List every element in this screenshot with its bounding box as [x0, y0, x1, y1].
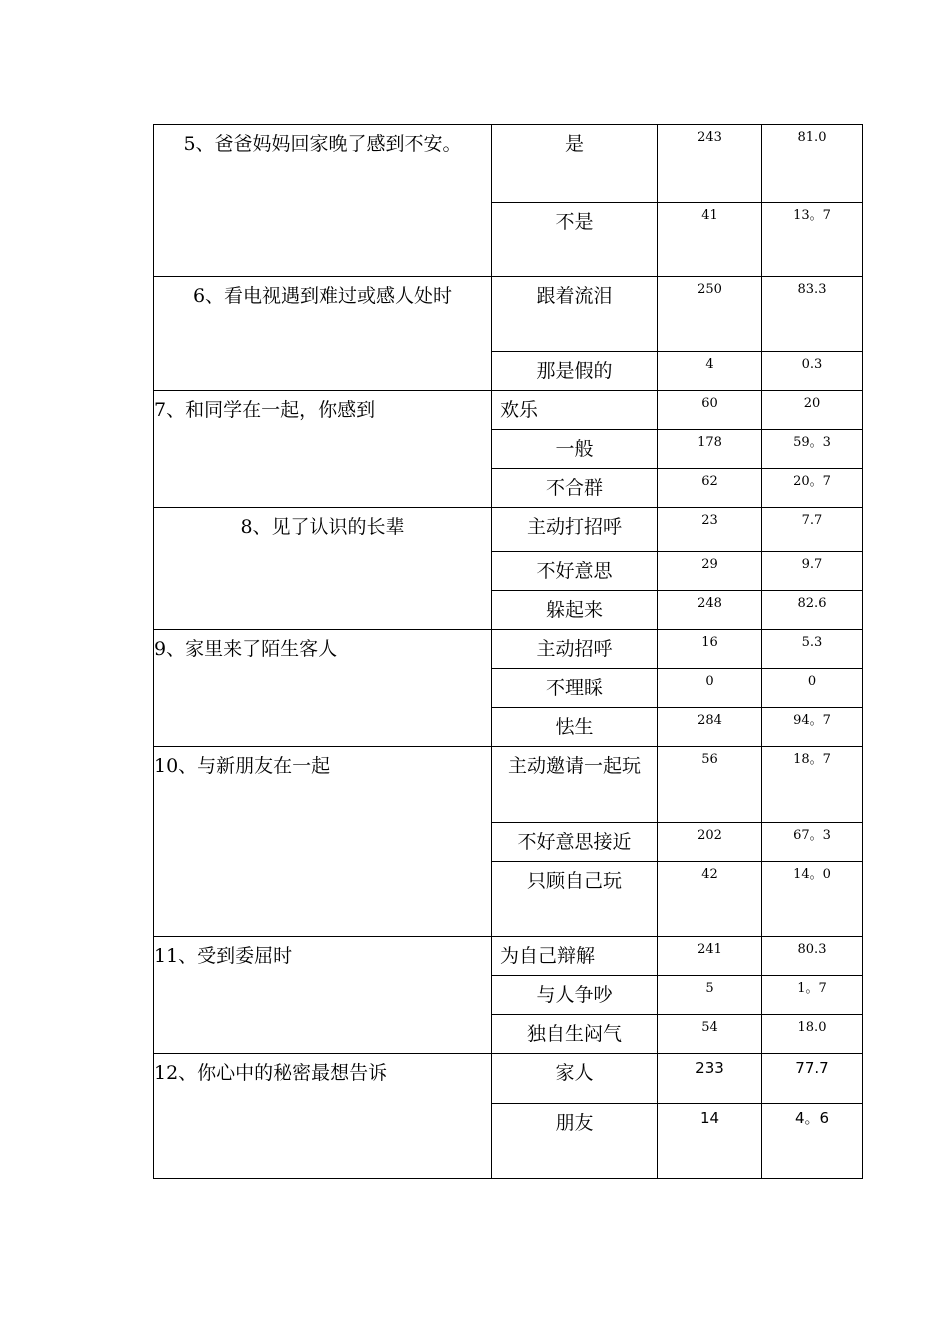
answer-cell: 主动邀请一起玩 — [492, 747, 658, 823]
percent-cell: 20。7 — [762, 469, 863, 508]
answer-cell: 只顾自己玩 — [492, 862, 658, 937]
count-cell: 62 — [658, 469, 762, 508]
answer-cell: 朋友 — [492, 1104, 658, 1179]
count-cell: 54 — [658, 1015, 762, 1054]
question-cell: 12、你心中的秘密最想告诉 — [154, 1054, 492, 1179]
answer-cell: 家人 — [492, 1054, 658, 1104]
question-cell: 5、爸爸妈妈回家晚了感到不安。 — [154, 125, 492, 277]
table-row — [154, 277, 863, 352]
percent-cell: 14。0 — [762, 862, 863, 937]
answer-cell: 不好意思接近 — [492, 823, 658, 862]
answer-cell: 怯生 — [492, 708, 658, 747]
table-row — [154, 125, 863, 203]
count-cell: 16 — [658, 630, 762, 669]
count-cell: 202 — [658, 823, 762, 862]
answer-cell: 躲起来 — [492, 591, 658, 630]
percent-cell: 18.0 — [762, 1015, 863, 1054]
percent-cell: 80.3 — [762, 937, 863, 976]
count-cell: 250 — [658, 277, 762, 352]
count-cell: 241 — [658, 937, 762, 976]
percent-cell: 82.6 — [762, 591, 863, 630]
table-row — [154, 1054, 863, 1104]
answer-cell: 独自生闷气 — [492, 1015, 658, 1054]
percent-cell: 13。7 — [762, 203, 863, 277]
percent-cell: 59。3 — [762, 430, 863, 469]
count-cell: 284 — [658, 708, 762, 747]
question-cell: 8、见了认识的长辈 — [154, 508, 492, 630]
question-cell: 9、家里来了陌生客人 — [154, 630, 492, 747]
answer-cell: 不合群 — [492, 469, 658, 508]
answer-cell: 不好意思 — [492, 552, 658, 591]
percent-cell: 7.7 — [762, 508, 863, 552]
count-cell: 60 — [658, 391, 762, 430]
count-cell: 5 — [658, 976, 762, 1015]
answer-cell: 一般 — [492, 430, 658, 469]
table-row — [154, 937, 863, 976]
percent-cell: 94。7 — [762, 708, 863, 747]
count-cell: 41 — [658, 203, 762, 277]
count-cell: 248 — [658, 591, 762, 630]
count-cell: 14 — [658, 1104, 762, 1179]
percent-cell: 77.7 — [762, 1054, 863, 1104]
survey-table — [153, 124, 863, 1179]
answer-cell: 不理睬 — [492, 669, 658, 708]
answer-cell: 是 — [492, 125, 658, 203]
answer-cell: 欢乐 — [492, 391, 658, 430]
percent-cell: 4。6 — [762, 1104, 863, 1179]
count-cell: 243 — [658, 125, 762, 203]
question-cell: 10、与新朋友在一起 — [154, 747, 492, 937]
answer-cell: 主动招呼 — [492, 630, 658, 669]
question-cell: 7、和同学在一起，你感到 — [154, 391, 492, 508]
count-cell: 42 — [658, 862, 762, 937]
percent-cell: 81.0 — [762, 125, 863, 203]
count-cell: 4 — [658, 352, 762, 391]
count-cell: 0 — [658, 669, 762, 708]
table-row — [154, 630, 863, 669]
percent-cell: 83.3 — [762, 277, 863, 352]
answer-cell: 为自己辩解 — [492, 937, 658, 976]
percent-cell: 5.3 — [762, 630, 863, 669]
question-cell: 6、看电视遇到难过或感人处时 — [154, 277, 492, 391]
percent-cell: 0.3 — [762, 352, 863, 391]
percent-cell: 0 — [762, 669, 863, 708]
count-cell: 23 — [658, 508, 762, 552]
count-cell: 29 — [658, 552, 762, 591]
percent-cell: 20 — [762, 391, 863, 430]
percent-cell: 9.7 — [762, 552, 863, 591]
count-cell: 233 — [658, 1054, 762, 1104]
answer-cell: 跟着流泪 — [492, 277, 658, 352]
answer-cell: 与人争吵 — [492, 976, 658, 1015]
percent-cell: 18。7 — [762, 747, 863, 823]
question-cell: 11、受到委屈时 — [154, 937, 492, 1054]
count-cell: 178 — [658, 430, 762, 469]
table-row — [154, 747, 863, 823]
count-cell: 56 — [658, 747, 762, 823]
answer-cell: 那是假的 — [492, 352, 658, 391]
table-row — [154, 391, 863, 430]
table-row — [154, 508, 863, 552]
answer-cell: 主动打招呼 — [492, 508, 658, 552]
percent-cell: 67。3 — [762, 823, 863, 862]
percent-cell: 1。7 — [762, 976, 863, 1015]
answer-cell: 不是 — [492, 203, 658, 277]
